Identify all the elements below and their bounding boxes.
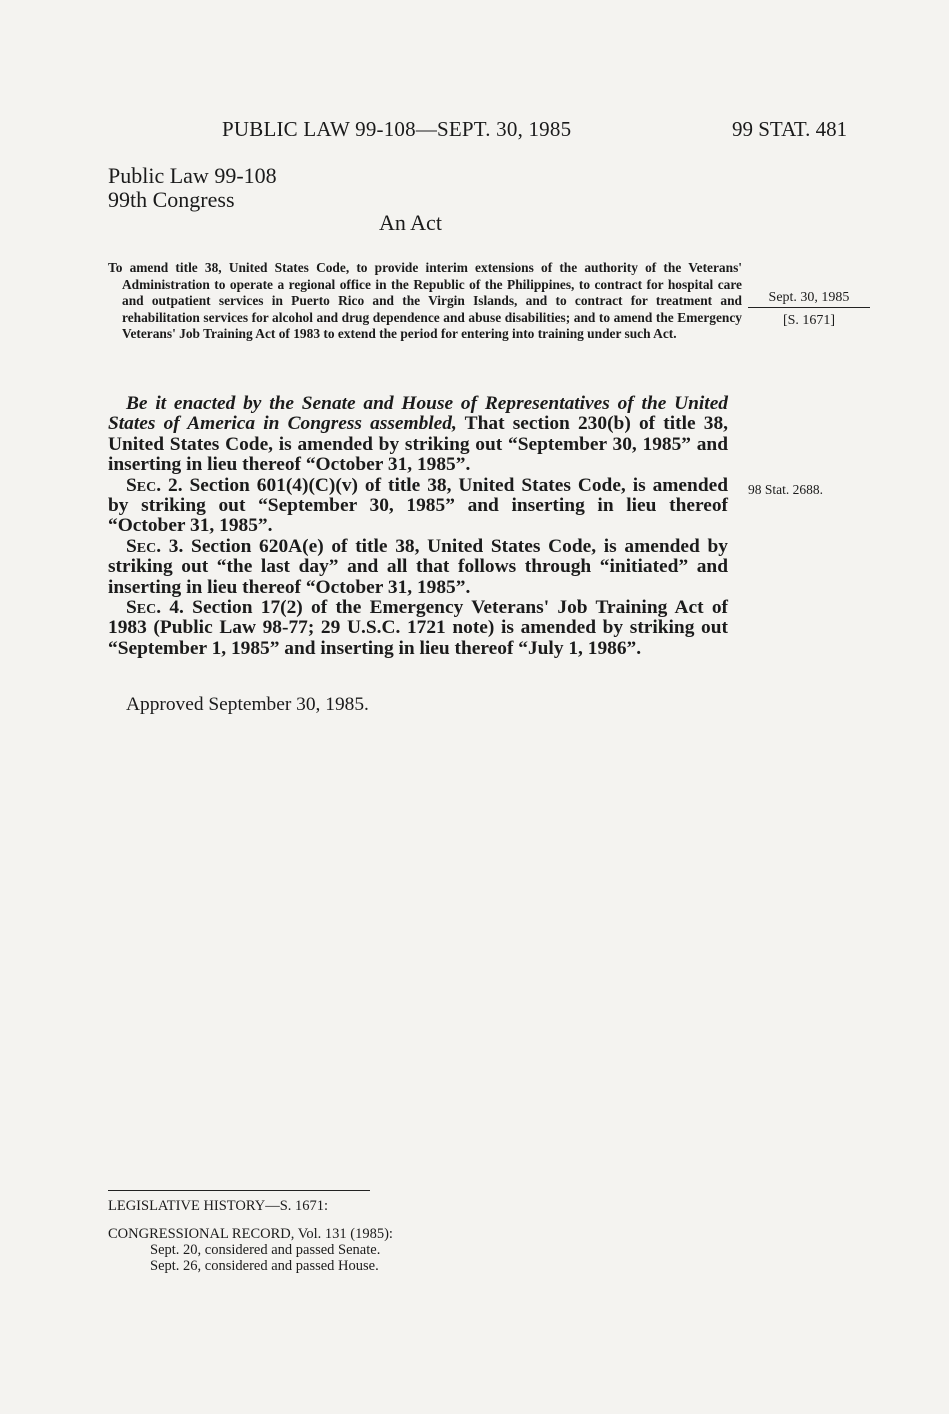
legislative-action: Sept. 26, considered and passed House. [150, 1258, 379, 1274]
margin-citation: 98 Stat. 2688. [748, 482, 824, 497]
running-head: PUBLIC LAW 99-108—SEPT. 30, 1985 [222, 117, 572, 141]
legislative-history-heading: LEGISLATIVE HISTORY—S. 1671: [108, 1198, 329, 1214]
section-4 [108, 598, 728, 659]
section-2 [108, 476, 728, 537]
statute-body [108, 394, 728, 659]
section-3-label: Sec. 3. [126, 535, 184, 557]
congressional-record-line: CONGRESSIONAL RECORD, Vol. 131 (1985): [108, 1226, 393, 1242]
approval-line: Approved September 30, 1985. [126, 694, 369, 715]
section-2-label: Sec. 2. [126, 474, 183, 496]
section-4-text: Section 17(2) of the Emergency Veterans' Job Training Act of 1983 (Public Law 98-77; 29 U.S.C. 1721 note) is amended by striking out “September 1, 1985” and inserting in lieu thereof “July 1, 1986”. [108, 597, 728, 659]
stat-page-number: 99 STAT. 481 [732, 117, 848, 141]
margin-bill-number: [S. 1671] [782, 313, 836, 328]
section-1 [108, 394, 728, 476]
footnote-divider [108, 1190, 370, 1191]
congress-number: 99th Congress [108, 187, 235, 212]
act-title: An Act [379, 210, 442, 235]
section-3 [108, 537, 728, 598]
margin-enactment-date: Sept. 30, 1985 [748, 290, 870, 308]
legislative-action: Sept. 20, considered and passed Senate. [150, 1242, 381, 1258]
section-1-text: That section 230(b) of title 38, United States Code, is amended by striking out “September 30, 1985” and inserting in lieu thereof “October 31, 1985”. [108, 413, 728, 476]
section-4-label: Sec. 4. [126, 597, 184, 619]
section-2-text: Section 601(4)(C)(v) of title 38, United States Code, is amended by striking out “September 30, 1985” and inserting in lieu thereof “October 31, 1985”. [108, 474, 728, 537]
section-3-text: Section 620A(e) of title 38, United States Code, is amended by striking out “the last day” and all that follows through “initiated” and inserting in lieu thereof “October 31, 1985”. [108, 535, 728, 598]
enacting-clause: Be it enacted by the Senate and House of Representatives of the United States of America in Congress assembled, [108, 393, 728, 435]
public-law-number: Public Law 99-108 [108, 163, 277, 188]
purpose-paragraph: To amend title 38, United States Code, to provide interim extensions of the authority of the Veterans' Administration to operate a regional office in the Republic of the Philippines, to contract for hospital care and outpatient services in Puerto Rico and the Virgin Islands, and to contract for treatment and rehabilitation services for alcohol and drug dependence and abuse disabilities; and to amend the Emergency Veterans' Job Training Act of 1983 to extend the period for entering into training under such Act. [108, 260, 742, 341]
